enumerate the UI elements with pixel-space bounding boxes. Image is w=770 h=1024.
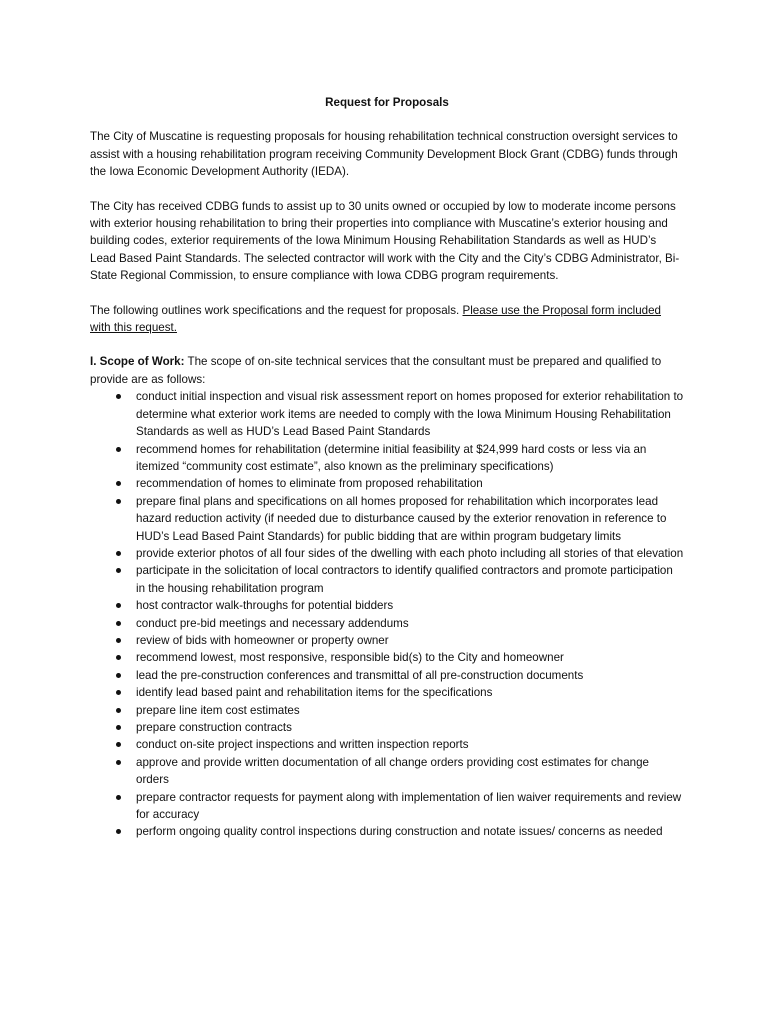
list-item: prepare final plans and specifications on all homes proposed for rehabilitation which incorporates lead hazard reduction activity (if needed due to disturbance caused by the exterior renovation in reference to HUD’s Lead Based Paint Standards) for public bidding that are within program budgetary limits (136, 493, 684, 545)
funding-paragraph: The City has received CDBG funds to assist up to 30 units owned or occupied by low to moderate income persons with exterior housing rehabilitation to bring their properties into compliance with Muscatine’s exterior housing and building codes, exterior requirements of the Iowa Minimum Housing Rehabilitation Standards as well as HUD’s Lead Based Paint Standards. The selected contractor will work with the City and the City’s CDBG Administrator, Bi-State Regional Commission, to ensure compliance with Iowa CDBG program requirements. (90, 199, 680, 283)
scope-list (90, 388, 684, 841)
list-item: host contractor walk-throughs for potential bidders (136, 597, 684, 614)
scope-intro: The scope of on-site technical services that the consultant must be prepared and qualified to provide are as follows: (90, 355, 662, 386)
list-item: lead the pre-construction conferences and transmittal of all pre-construction documents (136, 667, 684, 684)
list-item: conduct on-site project inspections and written inspection reports (136, 736, 684, 753)
list-item: conduct initial inspection and visual risk assessment report on homes proposed for exterior rehabilitation to determine what exterior work items are needed to comply with the Iowa Minimum Housing Rehabilitation Standards as well as HUD’s Lead Based Paint Standards (136, 388, 684, 440)
list-item: prepare line item cost estimates (136, 702, 684, 719)
scope-heading: I. Scope of Work: (90, 355, 185, 369)
outline-text: The following outlines work specifications and the request for proposals. (90, 303, 463, 317)
list-item: review of bids with homeowner or property owner (136, 632, 684, 649)
scope-of-work-paragraph (90, 353, 684, 388)
list-item: perform ongoing quality control inspections during construction and notate issues/ concerns as needed (136, 823, 684, 840)
list-item: conduct pre-bid meetings and necessary addendums (136, 615, 684, 632)
proposal-form-note: Please use the Proposal form included with this request. (90, 303, 661, 335)
page-title: Request for Proposals (325, 96, 449, 109)
intro-paragraph: The City of Muscatine is requesting proposals for housing rehabilitation technical construction oversight services to assist with a housing rehabilitation program receiving Community Development Block Grant (CDBG) funds through the Iowa Economic Development Authority (IEDA). (90, 130, 678, 179)
list-item: provide exterior photos of all four sides of the dwelling with each photo including all stories of that elevation (136, 545, 684, 562)
list-item: prepare construction contracts (136, 719, 684, 736)
list-item: prepare contractor requests for payment along with implementation of lien waiver requirements and review for accuracy (136, 789, 684, 824)
list-item: recommend homes for rehabilitation (determine initial feasibility at $24,999 hard costs or less via an itemized “community cost estimate”, also known as the preliminary specifications) (136, 441, 684, 476)
list-item: identify lead based paint and rehabilitation items for the specifications (136, 684, 684, 701)
list-item: participate in the solicitation of local contractors to identify qualified contractors and promote participation in the housing rehabilitation program (136, 562, 684, 597)
list-item: recommendation of homes to eliminate from proposed rehabilitation (136, 475, 684, 492)
outline-paragraph (90, 302, 684, 337)
list-item: recommend lowest, most responsive, responsible bid(s) to the City and homeowner (136, 649, 684, 666)
list-item: approve and provide written documentation of all change orders providing cost estimates for change orders (136, 754, 684, 789)
